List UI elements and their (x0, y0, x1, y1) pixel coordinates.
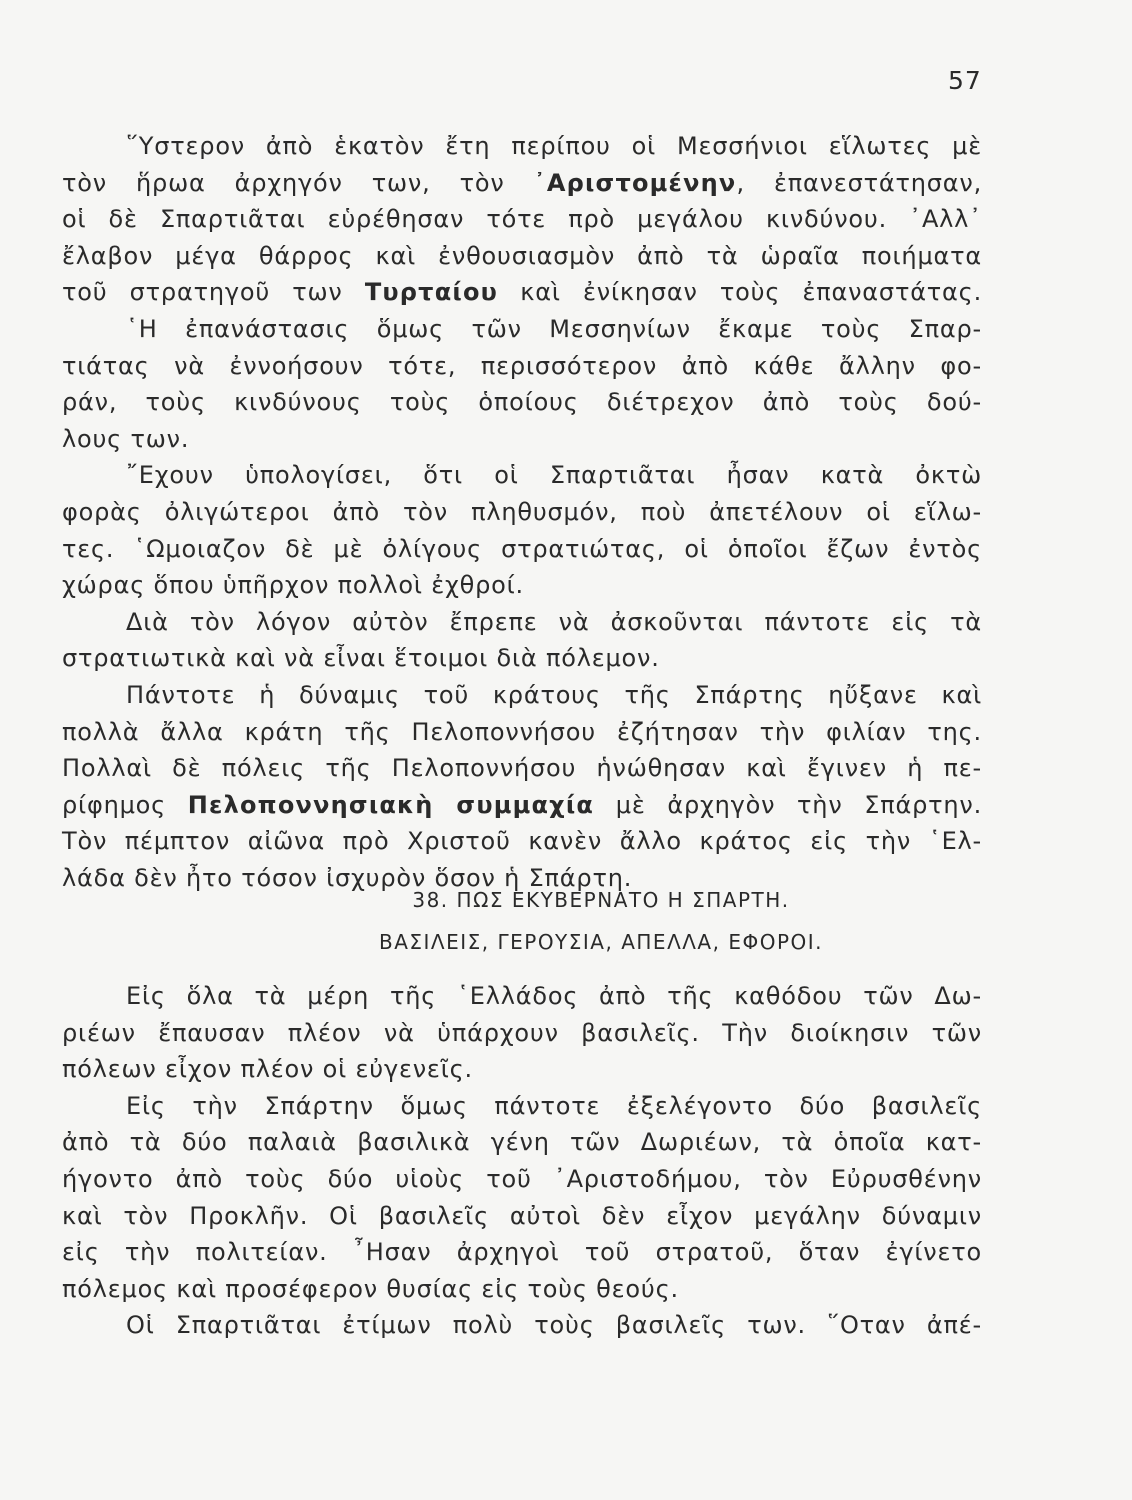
text-line: Πάντοτε ἡ δύναμις τοῦ κράτους τῆς Σπάρτης ηὔξανε καὶ (126, 680, 982, 709)
text-line: πόλεμος καὶ προσέφερον θυσίας εἰς τοὺς θεούς. (62, 1274, 679, 1303)
text-line: ριέων ἔπαυσαν πλέον νὰ ὑπάρχουν βασιλεῖς. Τὴν διοίκησιν τῶν (62, 1018, 982, 1047)
text-line: λάδα δὲν ἦτο τόσον ἰσχυρὸν ὅσον ἡ Σπάρτη. (62, 863, 633, 892)
text-line: ῾Η ἐπανάστασις ὅμως τῶν Μεσσηνίων ἔκαμε τοὺς Σπαρ- (126, 314, 982, 343)
text-line: Πολλαὶ δὲ πόλεις τῆς Πελοποννήσου ἡνώθησαν καὶ ἔγινεν ἡ πε- (62, 754, 982, 783)
text-line: Τὸν πέμπτον αἰῶνα πρὸ Χριστοῦ κανὲν ἄλλο κράτος εἰς τὴν ῾Ελ- (62, 827, 982, 856)
text-line: ῎Εχουν ὑπολογίσει, ὅτι οἱ Σπαρτιᾶται ἦσαν κατὰ ὀκτὼ (126, 461, 982, 490)
text-line: τες. ῾Ωμοιαζον δὲ μὲ ὀλίγους στρατιώτας, οἱ ὁποῖοι ἔζων ἐντὸς (62, 534, 982, 563)
text-line: ήγοντο ἀπὸ τοὺς δύο υἱοὺς τοῦ ᾿Αριστοδήμου, τὸν Εὐρυσθένην (62, 1164, 982, 1193)
text-line: οἱ δὲ Σπαρτιᾶται εὑρέθησαν τότε πρὸ μεγάλου κινδύνου. ᾿Αλλ᾿ (62, 205, 982, 234)
text-line: καὶ τὸν Προκλῆν. Οἱ βασιλεῖς αὐτοὶ δὲν εἶχον μεγάλην δύναμιν (62, 1201, 982, 1230)
text-line: στρατιωτικὰ καὶ νὰ εἶναι ἕτοιμοι διὰ πόλεμον. (62, 644, 660, 673)
text-line: Εἰς ὅλα τὰ μέρη τῆς ῾Ελλάδος ἀπὸ τῆς καθόδου τῶν Δω- (126, 982, 982, 1010)
emphasis-aristomenes: ᾿Αριστομένην (533, 168, 737, 197)
section-title: 38. ΠΩΣ ΕΚΥΒΕΡΝΑΤΟ Η ΣΠΑΡΤΗ. (412, 888, 790, 912)
text-line: τὸν ἥρωα ἀρχηγόν των, τὸν ᾿Αριστομένην, ἐπανεστάτησαν, (62, 168, 983, 197)
page-number: 57 (948, 66, 982, 95)
text-line: χώρας ὅπου ὑπῆρχον πολλοὶ ἐχθροί. (62, 571, 524, 600)
text-line: ἀπὸ τὰ δύο παλαιὰ βασιλικὰ γένη τῶν Δωριέων, τὰ ὁποῖα κατ- (62, 1128, 982, 1157)
text-line: πόλεων εἶχον πλέον οἱ εὐγενεῖς. (62, 1055, 473, 1084)
text-line: εἰς τὴν πολιτείαν. ῏Ησαν ἀρχηγοὶ τοῦ στρατοῦ, ὅταν ἐγίνετο (62, 1238, 982, 1267)
body-text-bottom (62, 978, 982, 1344)
text-line: Διὰ τὸν λόγον αὐτὸν ἔπρεπε νὰ ἀσκοῦνται πάντοτε εἰς τὰ (126, 607, 982, 636)
text-line: λους των. (62, 424, 190, 453)
emphasis-peloponnesian-league: Πελοποννησιακὴ συμμαχία (187, 790, 595, 819)
text-line: ῞Υστερον ἀπὸ ἑκατὸν ἔτη περίπου οἱ Μεσσήνιοι εἵλωτες μὲ (126, 132, 982, 160)
text-line: φορὰς ὀλιγώτεροι ἀπὸ τὸν πληθυσμόν, ποὺ ἀπετέλουν οἱ εἵλω- (62, 497, 982, 526)
text-line: τοῦ στρατηγοῦ των Τυρταίου καὶ ἐνίκησαν τοὺς ἐπαναστάτας. (62, 278, 982, 307)
emphasis-tyrtaeus: Τυρταίου (364, 278, 499, 307)
text-line: τιάτας νὰ ἐννοήσουν τότε, περισσότερον ἀπὸ κάθε ἄλλην φο- (62, 351, 982, 380)
text-line: Οἱ Σπαρτιᾶται ἐτίμων πολὺ τοὺς βασιλεῖς των. ῞Οταν ἀπέ- (126, 1311, 982, 1340)
text-line: ράν, τοὺς κινδύνους τοὺς ὁποίους διέτρεχον ἀπὸ τοὺς δού- (62, 388, 982, 417)
text-line: ἔλαβον μέγα θάρρος καὶ ἐνθουσιασμὸν ἀπὸ τὰ ὡραῖα ποιήματα (62, 241, 982, 270)
text-line: ρίφημος Πελοποννησιακὴ συμμαχία μὲ ἀρχηγὸν τὴν Σπάρτην. (62, 790, 982, 819)
body-text-top (62, 128, 982, 896)
section-subtitle: ΒΑΣΙΛΕΙΣ, ΓΕΡΟΥΣΙΑ, ΑΠΕΛΛΑ, ΕΦΟΡΟΙ. (378, 930, 824, 954)
text-line: Εἰς τὴν Σπάρτην ὅμως πάντοτε ἐξελέγοντο δύο βασιλεῖς (126, 1091, 982, 1120)
text-line: πολλὰ ἄλλα κράτη τῆς Πελοποννήσου ἐζήτησαν τὴν φιλίαν της. (62, 717, 982, 746)
